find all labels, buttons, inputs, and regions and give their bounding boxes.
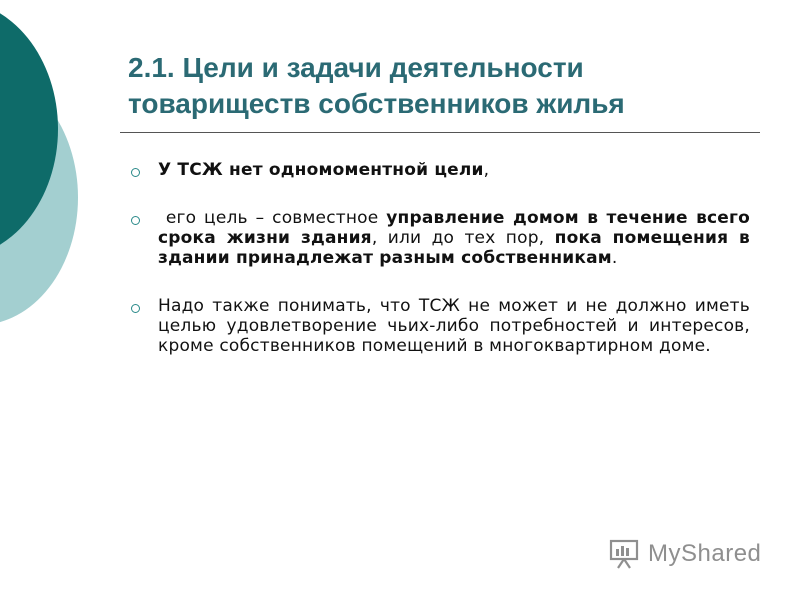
circle-bullet-icon xyxy=(131,304,140,313)
circle-bullet-icon xyxy=(131,216,140,225)
bullet-item-1 xyxy=(130,160,750,180)
slide-title xyxy=(128,50,768,122)
title-line-1: 2.1. Цели и задачи деятельности xyxy=(128,52,584,83)
title-divider xyxy=(120,132,760,133)
watermark-text: MyShared xyxy=(648,540,762,567)
bullet-plain-text: , или до тех пор, xyxy=(371,228,555,248)
bullet-list xyxy=(130,160,750,384)
bullet-plain-text: Надо также понимать, что ТСЖ не может и не должно иметь целью удовлетворение чьих-либо потребностей и интересов, кроме собственников помещений в многоквартирном доме. xyxy=(158,296,750,356)
bullet-text xyxy=(158,208,750,268)
bullet-bold-text: У ТСЖ нет одномоментной цели xyxy=(158,160,484,180)
bullet-item-3 xyxy=(130,296,750,356)
bullet-text xyxy=(158,296,750,356)
title-line-2: товариществ собственников жилья xyxy=(128,88,625,119)
bullet-plain-text: , xyxy=(483,160,490,180)
watermark-logo xyxy=(608,536,768,572)
presentation-board-icon xyxy=(608,537,642,571)
bullet-bold-text: управление домом в течение всего срока жизни здания xyxy=(158,208,750,248)
circle-bullet-icon xyxy=(131,168,140,177)
bullet-plain-text: его цель – совместное xyxy=(158,208,387,228)
bullet-text xyxy=(158,160,750,180)
bullet-bold-text: пока помещения в здании принадлежат разным собственникам xyxy=(158,228,751,268)
bullet-plain-text: . xyxy=(611,248,618,268)
bullet-item-2 xyxy=(130,208,750,268)
